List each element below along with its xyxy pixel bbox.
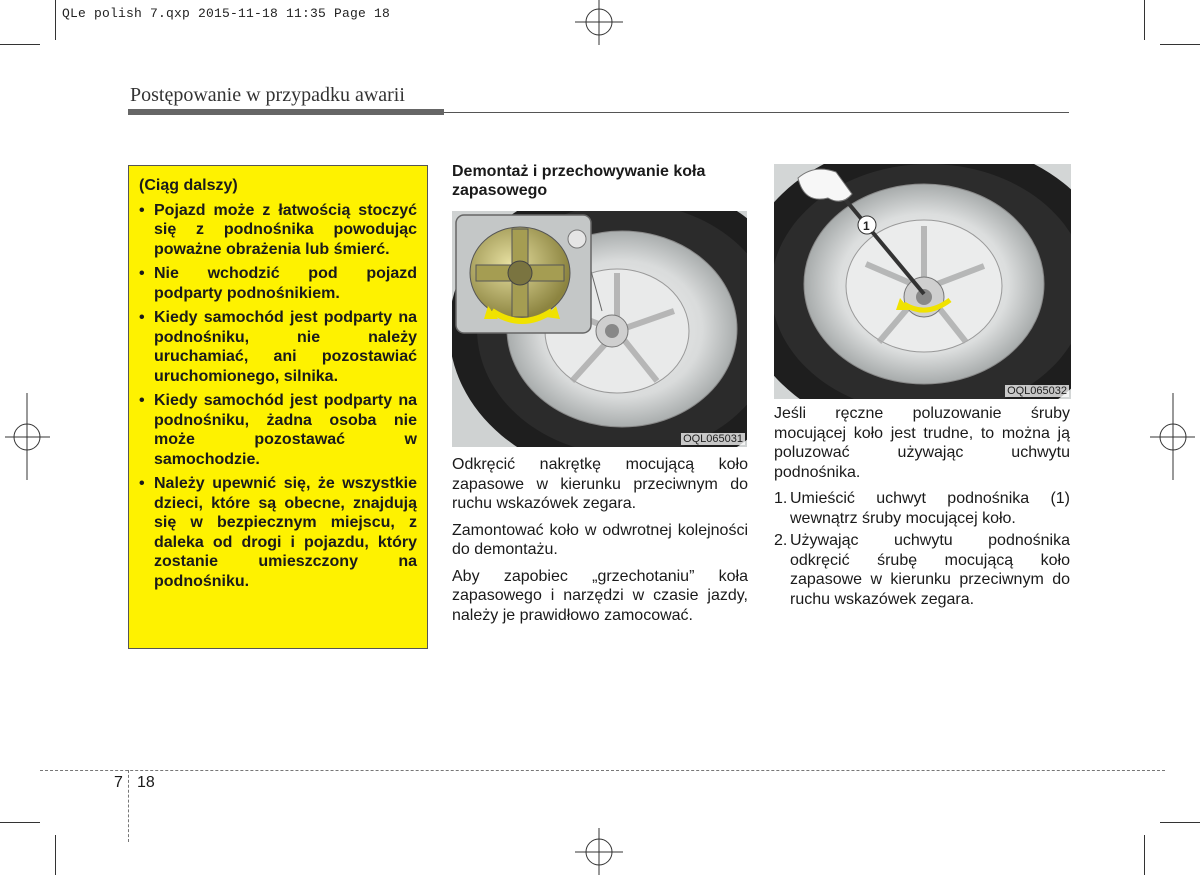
header-rule — [444, 112, 1069, 113]
chapter-number: 7 — [114, 774, 123, 791]
middle-body-text — [452, 455, 748, 632]
warning-item: • Pojazd może z łatwością stoczyć się z podnośnika powodując poważne obrażenia lub śmierć. — [139, 201, 417, 260]
paragraph: Zamontować koło w odwrotnej kolejności do demontażu. — [452, 521, 748, 558]
paragraph: Jeśli ręczne poluzowanie śruby mocującej koło jest trudne, to można ją poluzować używając uchwytu podnośnika. — [774, 405, 1070, 481]
step-text: Umieścić uchwyt podnośnika (1) wewnątrz śruby mocującej koło. — [790, 490, 1070, 527]
warning-list — [139, 201, 417, 592]
warning-item: • Kiedy samochód jest podparty na podnośniku, żadna osoba nie może pozostawać w samochodzie. — [139, 391, 417, 469]
print-slug: QLe polish 7.qxp 2015-11-18 11:35 Page 18 — [62, 6, 391, 21]
figure-code: OQL065032 — [1007, 385, 1067, 397]
warning-continued-label: (Ciąg dalszy) — [139, 177, 238, 194]
warning-item: • Kiedy samochód jest podparty na podnośniku, nie należy uruchamiać, ani pozostawiać uruchomionego, silnika. — [139, 308, 417, 386]
spare-wheel-figure — [452, 211, 747, 447]
step-item — [774, 489, 1070, 528]
step-number: 1. — [774, 490, 788, 507]
section-title-rule — [128, 109, 444, 115]
section-title: Postępowanie w przypadku awarii — [130, 84, 405, 106]
footer-rule — [40, 770, 1165, 771]
paragraph: Odkręcić nakrętkę mocującą koło zapasowe w kierunku przeciwnym do ruchu wskazówek zegara. — [452, 456, 748, 512]
spare-wheel-illustration — [452, 211, 747, 447]
page-number: 18 — [137, 774, 155, 791]
step-number: 2. — [774, 532, 788, 549]
callout-number: 1 — [863, 219, 870, 233]
figure-code: OQL065031 — [683, 433, 743, 445]
paragraph: Aby zapobiec „grzechotaniu” koła zapasowego i narzędzi w czasie jazdy, należy je prawidłowo zamocować. — [452, 567, 748, 624]
warning-box — [128, 165, 428, 649]
page-number-separator — [128, 770, 129, 842]
right-body-text — [774, 404, 1070, 612]
step-text: Używając uchwytu podnośnika odkręcić śrubę mocującą koło zapasowe w kierunku przeciwnym do ruchu wskazówek zegara. — [790, 532, 1070, 608]
jack-handle-figure — [774, 164, 1071, 399]
warning-item: • Należy upewnić się, że wszystkie dzieci, które są obecne, znajdują się w bezpiecznym miejscu, z daleka od drogi i pojazdu, który zostanie umieszczony na podnośniku. — [139, 474, 417, 591]
step-list — [774, 489, 1070, 609]
warning-item: • Nie wchodzić pod pojazd podparty podnośnikiem. — [139, 264, 417, 303]
section-heading: Demontaż i przechowywanie koła zapasowego — [452, 163, 706, 199]
step-item — [774, 531, 1070, 609]
jack-handle-illustration — [774, 164, 1071, 399]
